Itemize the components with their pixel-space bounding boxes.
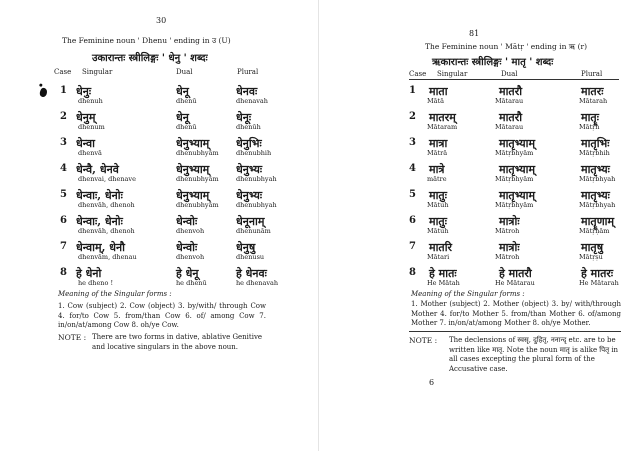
plural-transliteration: Mātṛṣu (579, 253, 603, 261)
singular-transliteration: Mātuh (427, 227, 449, 235)
dual-transliteration: dhenū (176, 97, 197, 105)
table-row (0, 136, 319, 162)
header-singular: Singular (437, 70, 468, 78)
table-row (319, 240, 638, 266)
case-number: 4 (60, 163, 67, 174)
dual-transliteration: Mātṛbhyām (495, 201, 534, 209)
plural-transliteration: dhenubhih (236, 149, 272, 157)
case-number: 3 (60, 137, 67, 148)
case-number: 5 (409, 189, 416, 200)
case-number: 5 (60, 189, 67, 200)
dual-transliteration: dhenubhyām (176, 175, 219, 183)
plural-transliteration: dhenūh (236, 123, 261, 131)
plural-form: मातॄः (581, 111, 599, 124)
dual-form: धेनुभ्याम् (176, 163, 210, 176)
singular-transliteration: dhenvāh, dhenoh (78, 201, 135, 209)
table-row (319, 266, 638, 292)
plural-transliteration: Mātṝh (579, 123, 600, 131)
dual-transliteration: He Mātarau (495, 279, 535, 287)
table-row (0, 110, 319, 136)
dual-transliteration: Mātarau (495, 123, 524, 131)
plural-form: मातृभ्यः (581, 163, 610, 176)
note-text: There are two forms in dative, ablative Genitive and locative singulars in the above noun. (92, 333, 263, 351)
meaning-text: 1. Mother (subject) 2. Mother (object) 3. by/ with/through Mother 4. for/to Mother 5. from/than Mother 6. of/among Mother 7. in/on/at/among Mother 8. oh/ye Mother. (411, 300, 621, 327)
dual-form: मात्रोः (499, 241, 520, 254)
singular-transliteration: dhenum (78, 123, 105, 131)
table-row (319, 84, 638, 110)
note-text: The declensions of स्वसृ, दुहितृ, ननान्दृ etc. are to be written like मातृ. Note the noun मातृ is alike पितृ in all cases excepting the plural form of the Accusative case. (449, 336, 619, 373)
dual-transliteration: Mātṛbhyām (495, 149, 534, 157)
section-title: The Feminine noun ' Dhenu ' ending in उ (U) (62, 36, 231, 45)
page-number: 30 (156, 16, 167, 25)
plural-transliteration: dhenunām (236, 227, 271, 235)
singular-transliteration: dhenvā (78, 149, 102, 157)
case-number: 3 (409, 137, 416, 148)
dual-form: हे मातरौ (499, 267, 532, 280)
singular-form: मातरम् (429, 111, 456, 124)
plural-transliteration: Mātarah (579, 97, 608, 105)
dual-form: धेन्वोः (176, 215, 198, 228)
plural-transliteration: dhenubhyah (236, 175, 277, 183)
plural-transliteration: Mātṛbhih (579, 149, 610, 157)
singular-form: हे धेनो (76, 267, 102, 280)
table-row (0, 84, 319, 110)
singular-form: माता (429, 85, 448, 98)
case-number: 7 (409, 241, 416, 252)
singular-form: धेनुम् (76, 111, 96, 124)
plural-form: धेनुभ्यः (236, 189, 263, 202)
note-label: NOTE : (58, 333, 87, 342)
plural-form: मातृभ्यः (581, 189, 610, 202)
singular-transliteration: Mātaram (427, 123, 458, 131)
case-number: 2 (60, 111, 67, 122)
singular-transliteration: dhenvāh, dhenoh (78, 227, 135, 235)
header-plural: Plural (581, 70, 603, 78)
header-case: Case (54, 68, 72, 76)
dual-transliteration: dhenvoh (176, 253, 205, 261)
singular-form: मातुः (429, 189, 447, 202)
singular-transliteration: he dheno ! (78, 279, 114, 287)
dual-transliteration: dhenubhyām (176, 149, 219, 157)
plural-transliteration: Mātṛbhyah (579, 201, 616, 209)
dual-form: हे धेनू (176, 267, 199, 280)
singular-form: मात्रे (429, 163, 445, 176)
meaning-heading: Meaning of the Singular forms : (58, 290, 172, 298)
plural-form: धेनुषु (236, 241, 256, 254)
table-row (0, 188, 319, 214)
singular-form: धेन्वाम्, धेनौ (76, 241, 125, 254)
devanagari-title: उकारान्तः स्त्रीलिङ्गः ' धेनु ' शब्दः (92, 53, 208, 64)
singular-transliteration: Mātrā (427, 149, 448, 157)
meaning-text: 1. Cow (subject) 2. Cow (object) 3. by/with/ through Cow 4. for/to Cow 5. from/than Cow 6. of/ among Cow 7. in/on/at/among Cow 8. oh/ye Cow. (58, 302, 266, 329)
singular-form: धेन्वै, धेनवे (76, 163, 119, 176)
dual-form: मात्रोः (499, 215, 520, 228)
table-row (0, 240, 319, 266)
plural-transliteration: dhenubhyah (236, 201, 277, 209)
header-singular: Singular (82, 68, 113, 76)
dual-form: मातृभ्याम् (499, 137, 536, 150)
note-rule (409, 331, 621, 332)
dual-form: धेन्वोः (176, 241, 198, 254)
dual-form: धेनू (176, 85, 189, 98)
case-number: 6 (60, 215, 67, 226)
plural-form: मातॄणाम् (581, 215, 615, 228)
singular-form: धेन्वाः, धेनोः (76, 189, 123, 202)
plural-form: धेनूनाम् (236, 215, 265, 228)
table-row (319, 110, 638, 136)
plural-form: धेनुभिः (236, 137, 262, 150)
table-row (319, 162, 638, 188)
dual-form: मातरौ (499, 111, 523, 124)
singular-form: धेन्वाः, धेनोः (76, 215, 123, 228)
case-number: 4 (409, 163, 416, 174)
dual-form: धेनुभ्याम् (176, 137, 210, 150)
dual-transliteration: Mātṛbhyām (495, 175, 534, 183)
dual-transliteration: dhenū (176, 123, 197, 131)
dual-form: मातरौ (499, 85, 523, 98)
singular-form: हे मातः (429, 267, 457, 280)
singular-transliteration: dhenvai, dhenave (78, 175, 136, 183)
singular-transliteration: Mātā (427, 97, 445, 105)
dual-transliteration: Mātroh (495, 253, 520, 261)
plural-transliteration: Mātṛbhyah (579, 175, 616, 183)
header-dual: Dual (501, 70, 518, 78)
plural-form: हे मातरः (581, 267, 614, 280)
singular-form: मातुः (429, 215, 447, 228)
singular-form: धेन्वा (76, 137, 96, 150)
singular-transliteration: dhenvām, dhenau (78, 253, 137, 261)
singular-transliteration: Mātuh (427, 201, 449, 209)
dual-transliteration: Mātroh (495, 227, 520, 235)
footer-number: 6 (429, 378, 435, 387)
singular-form: मातरि (429, 241, 453, 254)
singular-transliteration: mātre (427, 175, 447, 183)
singular-transliteration: He Mātah (427, 279, 460, 287)
plural-form: धेनूः (236, 111, 252, 124)
plural-form: हे धेनवः (236, 267, 267, 280)
singular-form: मात्रा (429, 137, 448, 150)
right-page (319, 0, 638, 451)
header-case: Case (409, 70, 427, 78)
plural-form: धेनुभ्यः (236, 163, 263, 176)
dual-form: मातृभ्याम् (499, 163, 536, 176)
meaning-heading: Meaning of the Singular forms : (411, 290, 525, 298)
plural-transliteration: Mātṝṇām (579, 227, 610, 235)
case-number: 2 (409, 111, 416, 122)
dual-transliteration: Mātarau (495, 97, 524, 105)
case-number: 1 (60, 85, 67, 96)
case-number: 1 (409, 85, 416, 96)
plural-transliteration: dhenusu (236, 253, 265, 261)
dual-transliteration: dhenvoh (176, 227, 205, 235)
table-row (0, 266, 319, 292)
plural-transliteration: he dhenavah (236, 279, 279, 287)
table-row (0, 214, 319, 240)
dual-transliteration: dhenubhyām (176, 201, 219, 209)
plural-transliteration: dhenavah (236, 97, 268, 105)
note-label: NOTE : (409, 336, 438, 345)
header-rule (409, 79, 619, 80)
case-number: 8 (409, 267, 416, 278)
plural-form: मातृभिः (581, 137, 610, 150)
plural-form: मातृषु (581, 241, 604, 254)
singular-form: धेनुः (76, 85, 92, 98)
table-row (319, 214, 638, 240)
page-number: 81 (469, 29, 480, 38)
table-row (0, 162, 319, 188)
plural-transliteration: He Mātarah (579, 279, 619, 287)
devanagari-title: ऋकारान्तः स्त्रीलिङ्गः ' मातृ ' शब्दः (432, 57, 554, 68)
dual-form: धेनू (176, 111, 189, 124)
plural-form: धेनवः (236, 85, 258, 98)
plural-form: मातरः (581, 85, 604, 98)
case-number: 7 (60, 241, 67, 252)
header-plural: Plural (237, 68, 259, 76)
case-number: 8 (60, 267, 67, 278)
singular-transliteration: dhenuh (78, 97, 103, 105)
header-dual: Dual (176, 68, 193, 76)
dual-form: मातृभ्याम् (499, 189, 536, 202)
singular-transliteration: Mātari (427, 253, 450, 261)
table-row (319, 136, 638, 162)
section-title: The Feminine noun ' Mātṛ ' ending in ऋ (r) (425, 42, 588, 51)
case-number: 6 (409, 215, 416, 226)
table-row (319, 188, 638, 214)
dual-form: धेनुभ्याम् (176, 189, 210, 202)
dual-transliteration: he dhenū (176, 279, 207, 287)
